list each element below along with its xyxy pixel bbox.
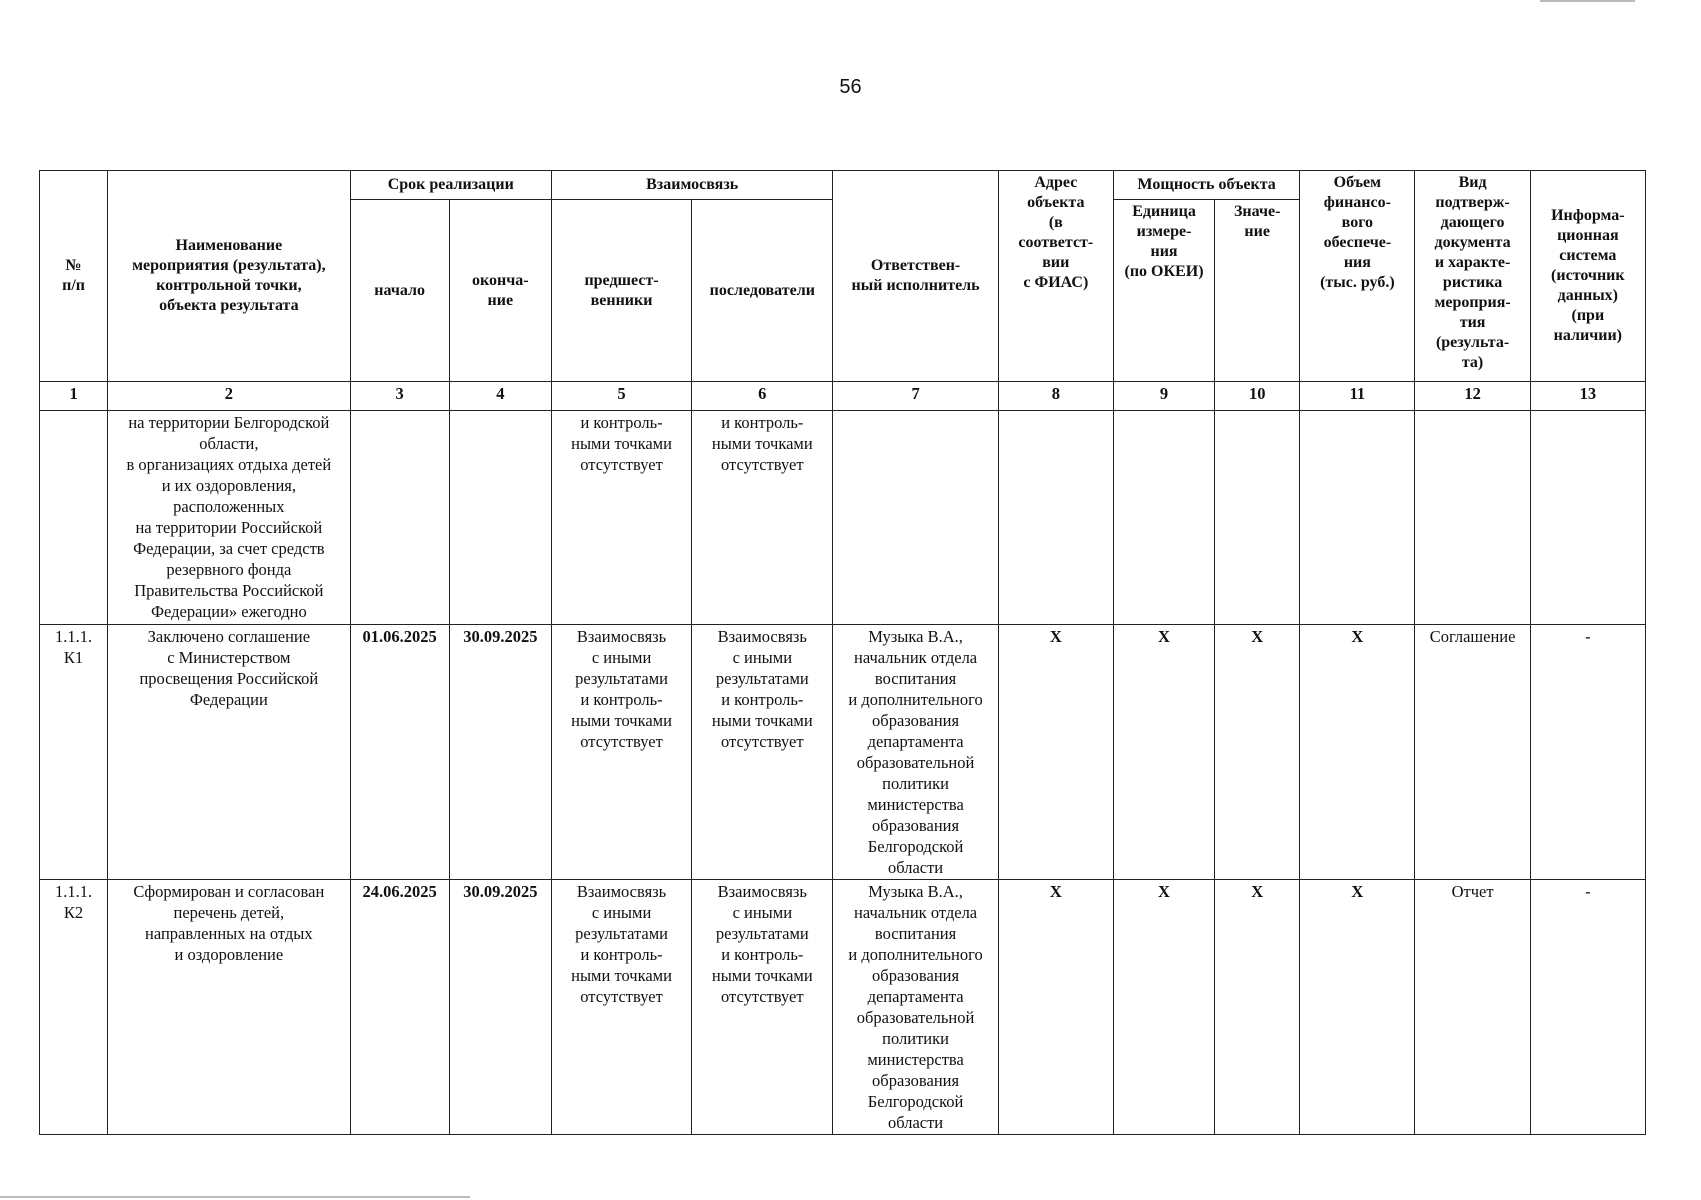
column-number: 11: [1300, 382, 1415, 411]
row-value: [1215, 411, 1300, 625]
table-row: [40, 880, 1646, 1135]
header-value: Значе- ние: [1215, 200, 1300, 382]
row-end-date: 30.09.2025: [449, 625, 551, 880]
column-number: 2: [108, 382, 350, 411]
header-responsible: Ответствен- ный исполнитель: [833, 171, 998, 382]
column-number: 8: [998, 382, 1113, 411]
page-number: 56: [839, 76, 862, 98]
header-funding: Объем финансо- вого обеспече- ния (тыс. руб.): [1300, 171, 1415, 382]
column-number: 7: [833, 382, 998, 411]
column-number: 13: [1530, 382, 1645, 411]
row-info-system: [1530, 411, 1645, 625]
header-link-next: последователи: [692, 200, 833, 382]
header-link-group: Взаимосвязь: [551, 171, 833, 200]
header-unit: Единица измере- ния (по ОКЕИ): [1113, 200, 1214, 382]
row-start-date: 01.06.2025: [350, 625, 449, 880]
row-name: Заключено соглашение с Министерством просвещения Российской Федерации: [108, 625, 350, 880]
header-term-group: Срок реализации: [350, 171, 551, 200]
row-responsible: Музыка В.А., начальник отдела воспитания и дополнительного образования департамента образовательной политики министерства образования Белгородской области: [833, 880, 998, 1135]
column-number: 5: [551, 382, 691, 411]
row-unit: X: [1113, 625, 1214, 880]
row-name: на территории Белгородской области, в организациях отдыха детей и их оздоровления, расположенных на территории Российской Федерации, за счет средств резервного фонда Правительства Российской Федерации» ежегодно: [108, 411, 350, 625]
table-row: [40, 411, 1646, 625]
row-unit: X: [1113, 880, 1214, 1135]
column-number: 12: [1415, 382, 1530, 411]
row-successors: и контроль- ными точками отсутствует: [692, 411, 833, 625]
header-doc-type: Вид подтверж- дающего документа и характе- ристика мероприя- тия (результа- та): [1415, 171, 1530, 382]
header-info-system: Информа- ционная система (источник данных) (при наличии): [1530, 171, 1645, 382]
row-end-date: [449, 411, 551, 625]
row-predecessors: и контроль- ными точками отсутствует: [551, 411, 691, 625]
header-n-pp: № п/п: [40, 171, 108, 382]
row-successors: Взаимосвязь с иными результатами и контроль- ными точками отсутствует: [692, 880, 833, 1135]
column-number: 4: [449, 382, 551, 411]
row-responsible: [833, 411, 998, 625]
row-number: 1.1.1. К2: [40, 880, 108, 1135]
table-row: [40, 625, 1646, 880]
scan-artifact: [1540, 0, 1635, 2]
header-name: Наименование мероприятия (результата), контрольной точки, объекта результата: [108, 171, 350, 382]
row-end-date: 30.09.2025: [449, 880, 551, 1135]
header-term-start: начало: [350, 200, 449, 382]
activity-plan-table: [39, 170, 1646, 1135]
row-successors: Взаимосвязь с иными результатами и контроль- ными точками отсутствует: [692, 625, 833, 880]
row-address: X: [998, 880, 1113, 1135]
row-name: Сформирован и согласован перечень детей, направленных на отдых и оздоровление: [108, 880, 350, 1135]
row-number: 1.1.1. К1: [40, 625, 108, 880]
row-number: [40, 411, 108, 625]
row-unit: [1113, 411, 1214, 625]
row-predecessors: Взаимосвязь с иными результатами и контроль- ными точками отсутствует: [551, 625, 691, 880]
row-funding: X: [1300, 880, 1415, 1135]
row-info-system: -: [1530, 625, 1645, 880]
row-start-date: 24.06.2025: [350, 880, 449, 1135]
header-address: Адрес объекта (в соответст- вии с ФИАС): [998, 171, 1113, 382]
header-term-end: оконча- ние: [449, 200, 551, 382]
row-info-system: -: [1530, 880, 1645, 1135]
scan-artifact: [0, 1196, 470, 1198]
column-number: 3: [350, 382, 449, 411]
row-responsible: Музыка В.А., начальник отдела воспитания и дополнительного образования департамента образовательной политики министерства образования Белгородской области: [833, 625, 998, 880]
column-number-row: [40, 382, 1646, 411]
row-predecessors: Взаимосвязь с иными результатами и контроль- ными точками отсутствует: [551, 880, 691, 1135]
row-funding: [1300, 411, 1415, 625]
header-link-prev: предшест- венники: [551, 200, 691, 382]
column-number: 10: [1215, 382, 1300, 411]
header-capacity-group: Мощность объекта: [1113, 171, 1299, 200]
column-number: 6: [692, 382, 833, 411]
row-value: X: [1215, 625, 1300, 880]
row-start-date: [350, 411, 449, 625]
row-doc-type: Соглашение: [1415, 625, 1530, 880]
row-address: [998, 411, 1113, 625]
row-doc-type: [1415, 411, 1530, 625]
row-funding: X: [1300, 625, 1415, 880]
row-address: X: [998, 625, 1113, 880]
row-doc-type: Отчет: [1415, 880, 1530, 1135]
column-number: 9: [1113, 382, 1214, 411]
row-value: X: [1215, 880, 1300, 1135]
column-number: 1: [40, 382, 108, 411]
